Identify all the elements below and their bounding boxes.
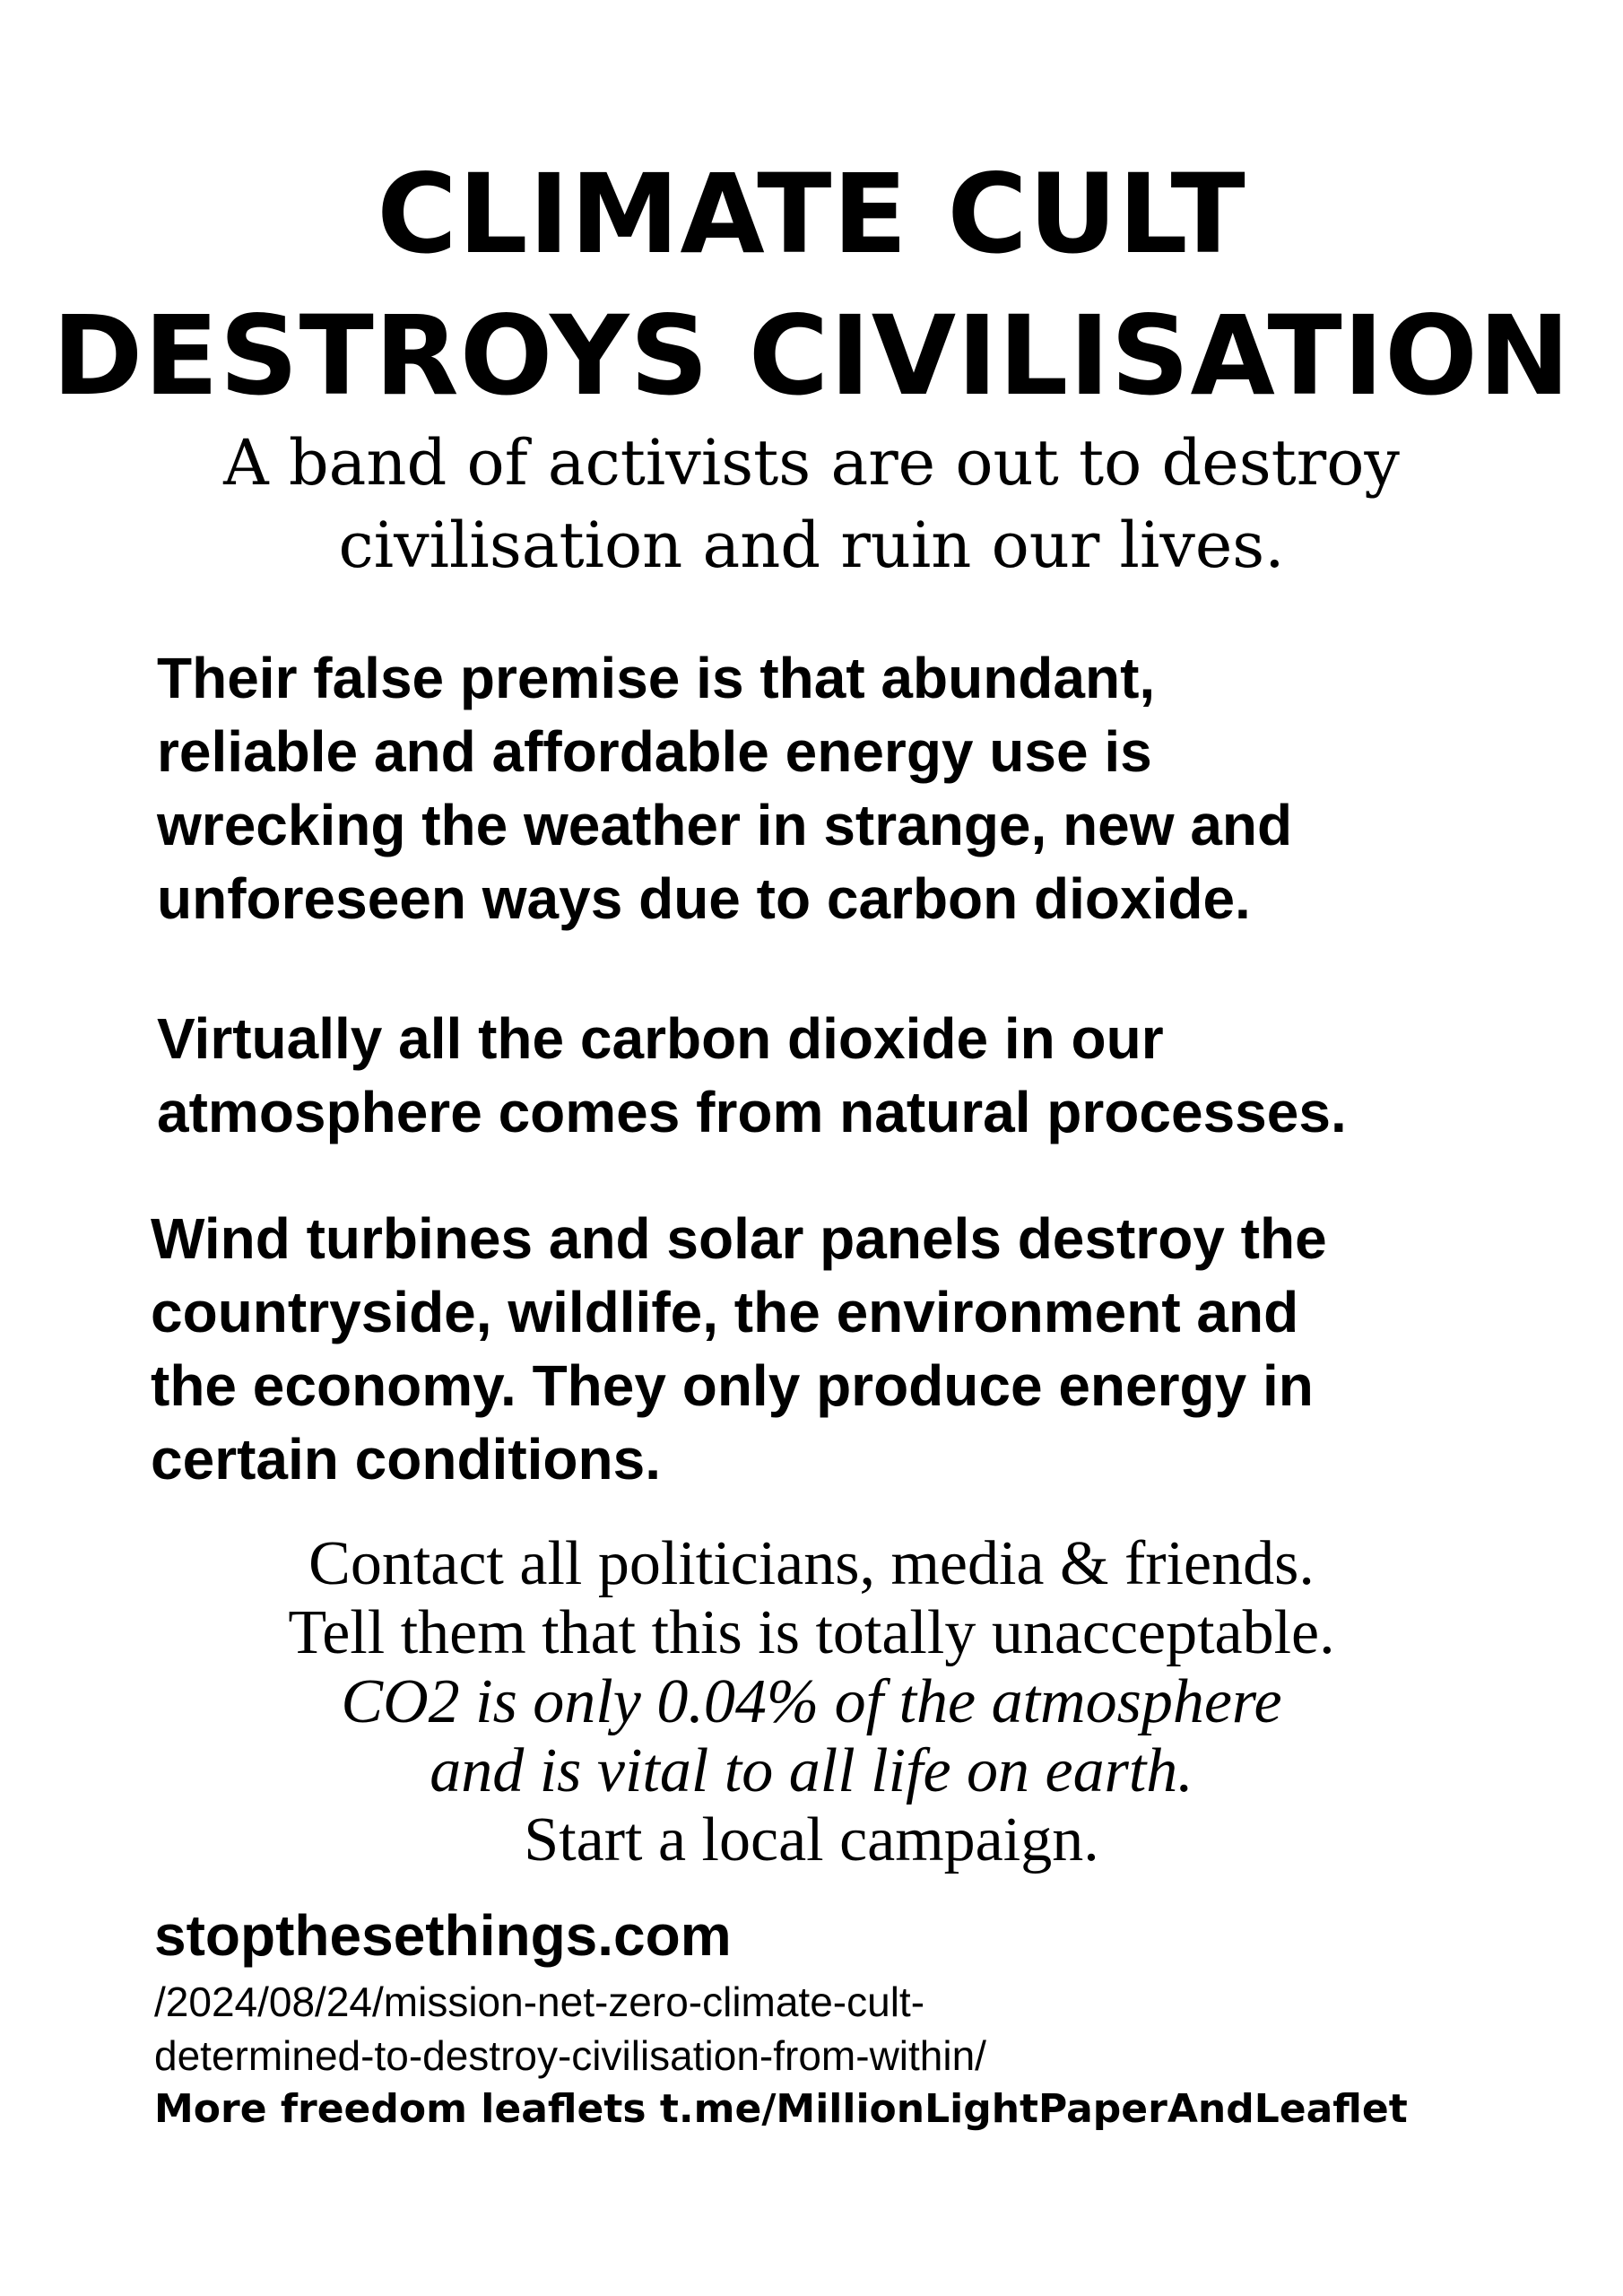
source-path xyxy=(154,1975,986,2083)
subtitle-line-1: A band of activists are out to destroy xyxy=(223,426,1400,500)
paragraph-line: Wind turbines and solar panels destroy the xyxy=(151,1206,1327,1271)
paragraph-line: certain conditions. xyxy=(151,1427,661,1492)
paragraph-false-premise xyxy=(157,641,1592,935)
paragraph-line: Virtually all the carbon dioxide in our xyxy=(157,1006,1164,1071)
paragraph-line: countryside, wildlife, the environment and xyxy=(151,1280,1299,1344)
title-line-1: CLIMATE CULT xyxy=(377,151,1246,278)
paragraph-line: unforeseen ways due to carbon dioxide. xyxy=(157,866,1251,931)
call-line-3: CO2 is only 0.04% of the atmosphere xyxy=(341,1667,1282,1736)
source-site: stopthesethings.com xyxy=(154,1903,732,1968)
source-path-line-1: /2024/08/24/mission-net-zero-climate-cult- xyxy=(154,1979,925,2025)
call-line-2: Tell them that this is totally unacceptable. xyxy=(288,1598,1335,1667)
subtitle-line-2: civilisation and ruin our lives. xyxy=(338,509,1285,582)
paragraph-wind-solar xyxy=(151,1202,1585,1496)
paragraph-line: atmosphere comes from natural processes. xyxy=(157,1080,1347,1144)
paragraph-line: reliable and affordable energy use is xyxy=(157,719,1152,784)
call-line-1: Contact all politicians, media & friends. xyxy=(308,1529,1315,1598)
paragraph-line: Their false premise is that abundant, xyxy=(157,646,1156,710)
paragraph-line: the economy. They only produce energy in xyxy=(151,1353,1314,1418)
leaflet-title xyxy=(0,144,1623,427)
title-line-2: DESTROYS CIVILISATION xyxy=(52,292,1571,420)
call-line-5: Start a local campaign. xyxy=(524,1805,1099,1874)
footer-more-leaflets: More freedom leaflets t.me/MillionLightPaperAndLeaflet xyxy=(154,2086,1408,2132)
leaflet-subtitle xyxy=(0,422,1623,587)
call-line-4: and is vital to all life on earth. xyxy=(430,1736,1193,1805)
paragraph-carbon-dioxide xyxy=(157,1002,1592,1149)
source-path-line-2: determined-to-destroy-civilisation-from-within/ xyxy=(154,2032,986,2079)
call-to-action xyxy=(0,1529,1623,1874)
paragraph-line: wrecking the weather in strange, new and xyxy=(157,793,1293,857)
